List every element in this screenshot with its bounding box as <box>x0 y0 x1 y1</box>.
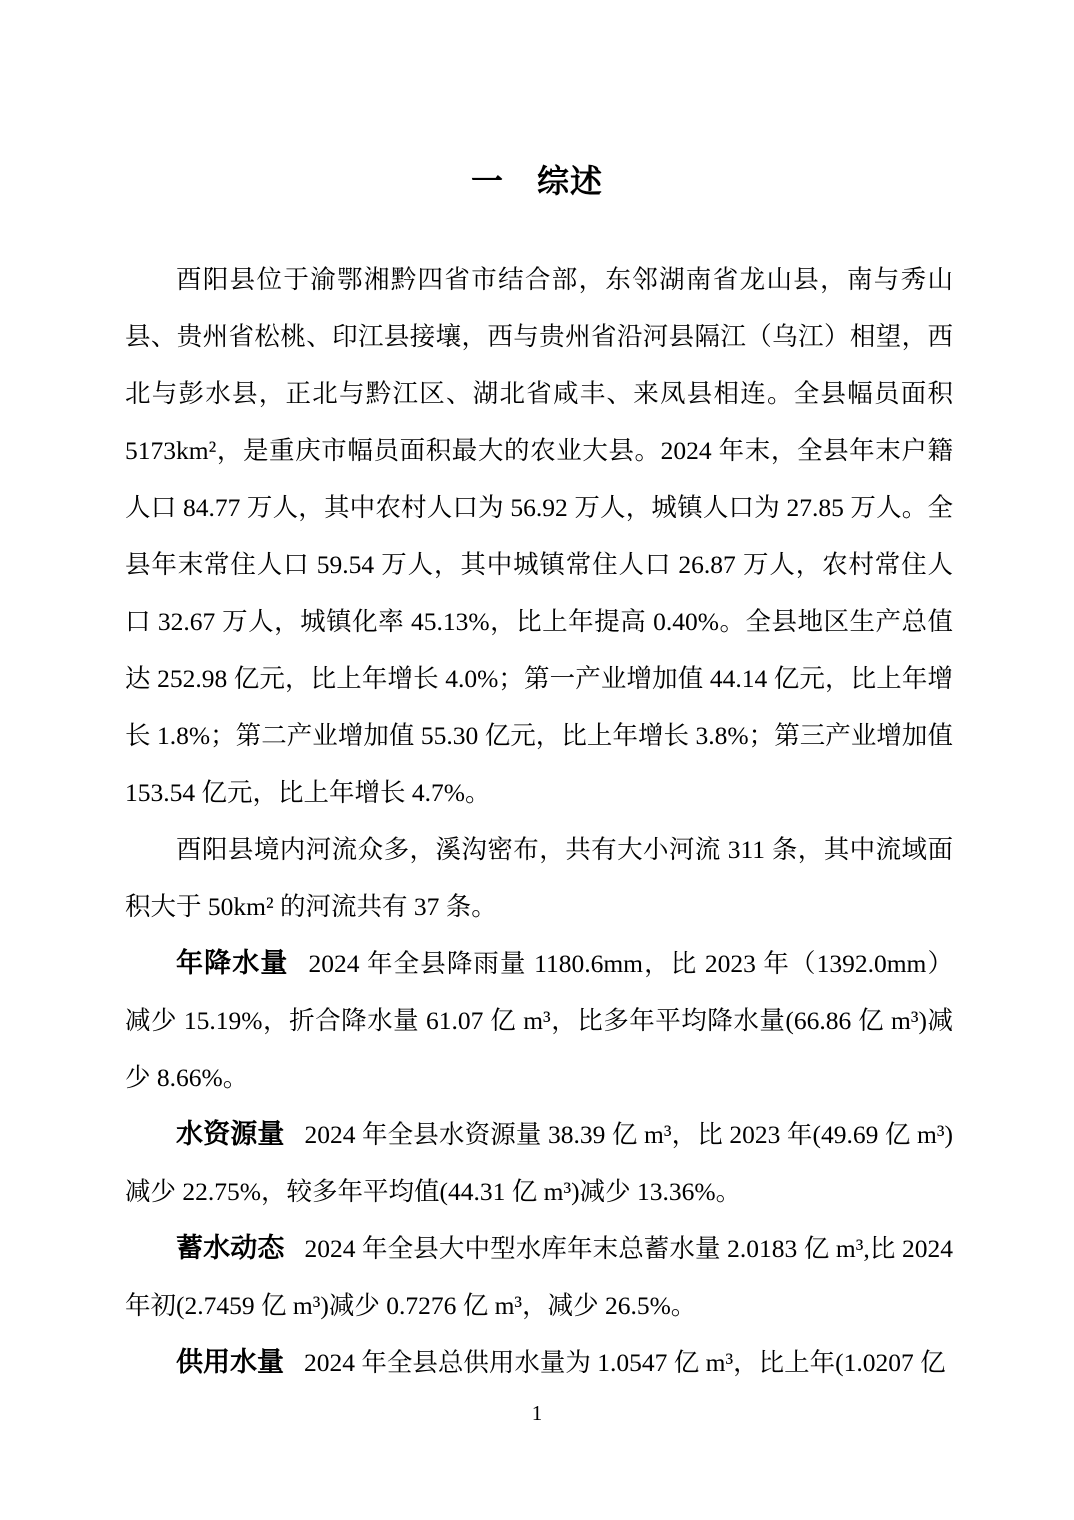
document-body <box>125 251 953 1391</box>
paragraph-text: 2024 年全县总供用水量为 1.0547 亿 m³，比上年(1.0207 亿 <box>304 1348 946 1377</box>
section-heading-water-supply-use: 供用水量 <box>176 1347 284 1377</box>
section-heading-water-resources: 水资源量 <box>176 1119 285 1149</box>
paragraph-water-supply-use <box>125 1334 953 1391</box>
paragraph-intro <box>125 251 953 821</box>
section-title: 一 综述 <box>470 162 603 200</box>
section-heading-annual-precipitation: 年降水量 <box>176 948 289 978</box>
paragraph-text: 2024 年全县降雨量 1180.6mm，比 2023 年（1392.0mm）减少 15.19%，折合降水量 61.07 亿 m³，比多年平均降水量(66.86 亿 m³)减少 8.66%。 <box>125 949 953 1092</box>
paragraph-storage-dynamics <box>125 1220 953 1334</box>
paragraph-water-resources <box>125 1106 953 1220</box>
paragraph-annual-precipitation <box>125 935 953 1106</box>
paragraph-text: 酉阳县境内河流众多，溪沟密布，共有大小河流 311 条，其中流域面积大于 50km² 的河流共有 37 条。 <box>125 835 953 921</box>
paragraph-rivers <box>125 821 953 935</box>
paragraph-text: 酉阳县位于渝鄂湘黔四省市结合部，东邻湖南省龙山县，南与秀山县、贵州省松桃、印江县接壤，西与贵州省沿河县隔江（乌江）相望，西北与彭水县，正北与黔江区、湖北省咸丰、来凤县相连。全县幅员面积 5173km²，是重庆市幅员面积最大的农业大县。2024 年末，全县年末户籍人口 84.77 万人，其中农村人口为 56.92 万人，城镇人口为 27.85 万人。全县年末常住人口 59.54 万人，其中城镇常住人口 26.87 万人，农村常住人口 32.67 万人，城镇化率 45.13%，比上年提高 0.40%。全县地区生产总值达 252.98 亿元，比上年增长 4.0%；第一产业增加值 44.14 亿元，比上年增长 1.8%；第二产业增加值 55.30 亿元，比上年增长 3.8%；第三产业增加值 153.54 亿元，比上年增长 4.7%。 <box>125 265 953 807</box>
section-heading-storage-dynamics: 蓄水动态 <box>176 1233 285 1263</box>
page-number: 1 <box>531 1401 543 1425</box>
paragraph-text: 2024 年全县水资源量 38.39 亿 m³，比 2023 年(49.69 亿 m³)减少 22.75%，较多年平均值(44.31 亿 m³)减少 13.36%。 <box>125 1120 953 1206</box>
paragraph-text: 2024 年全县大中型水库年末总蓄水量 2.0183 亿 m³,比 2024 年初(2.7459 亿 m³)减少 0.7276 亿 m³，减少 26.5%。 <box>125 1234 953 1320</box>
